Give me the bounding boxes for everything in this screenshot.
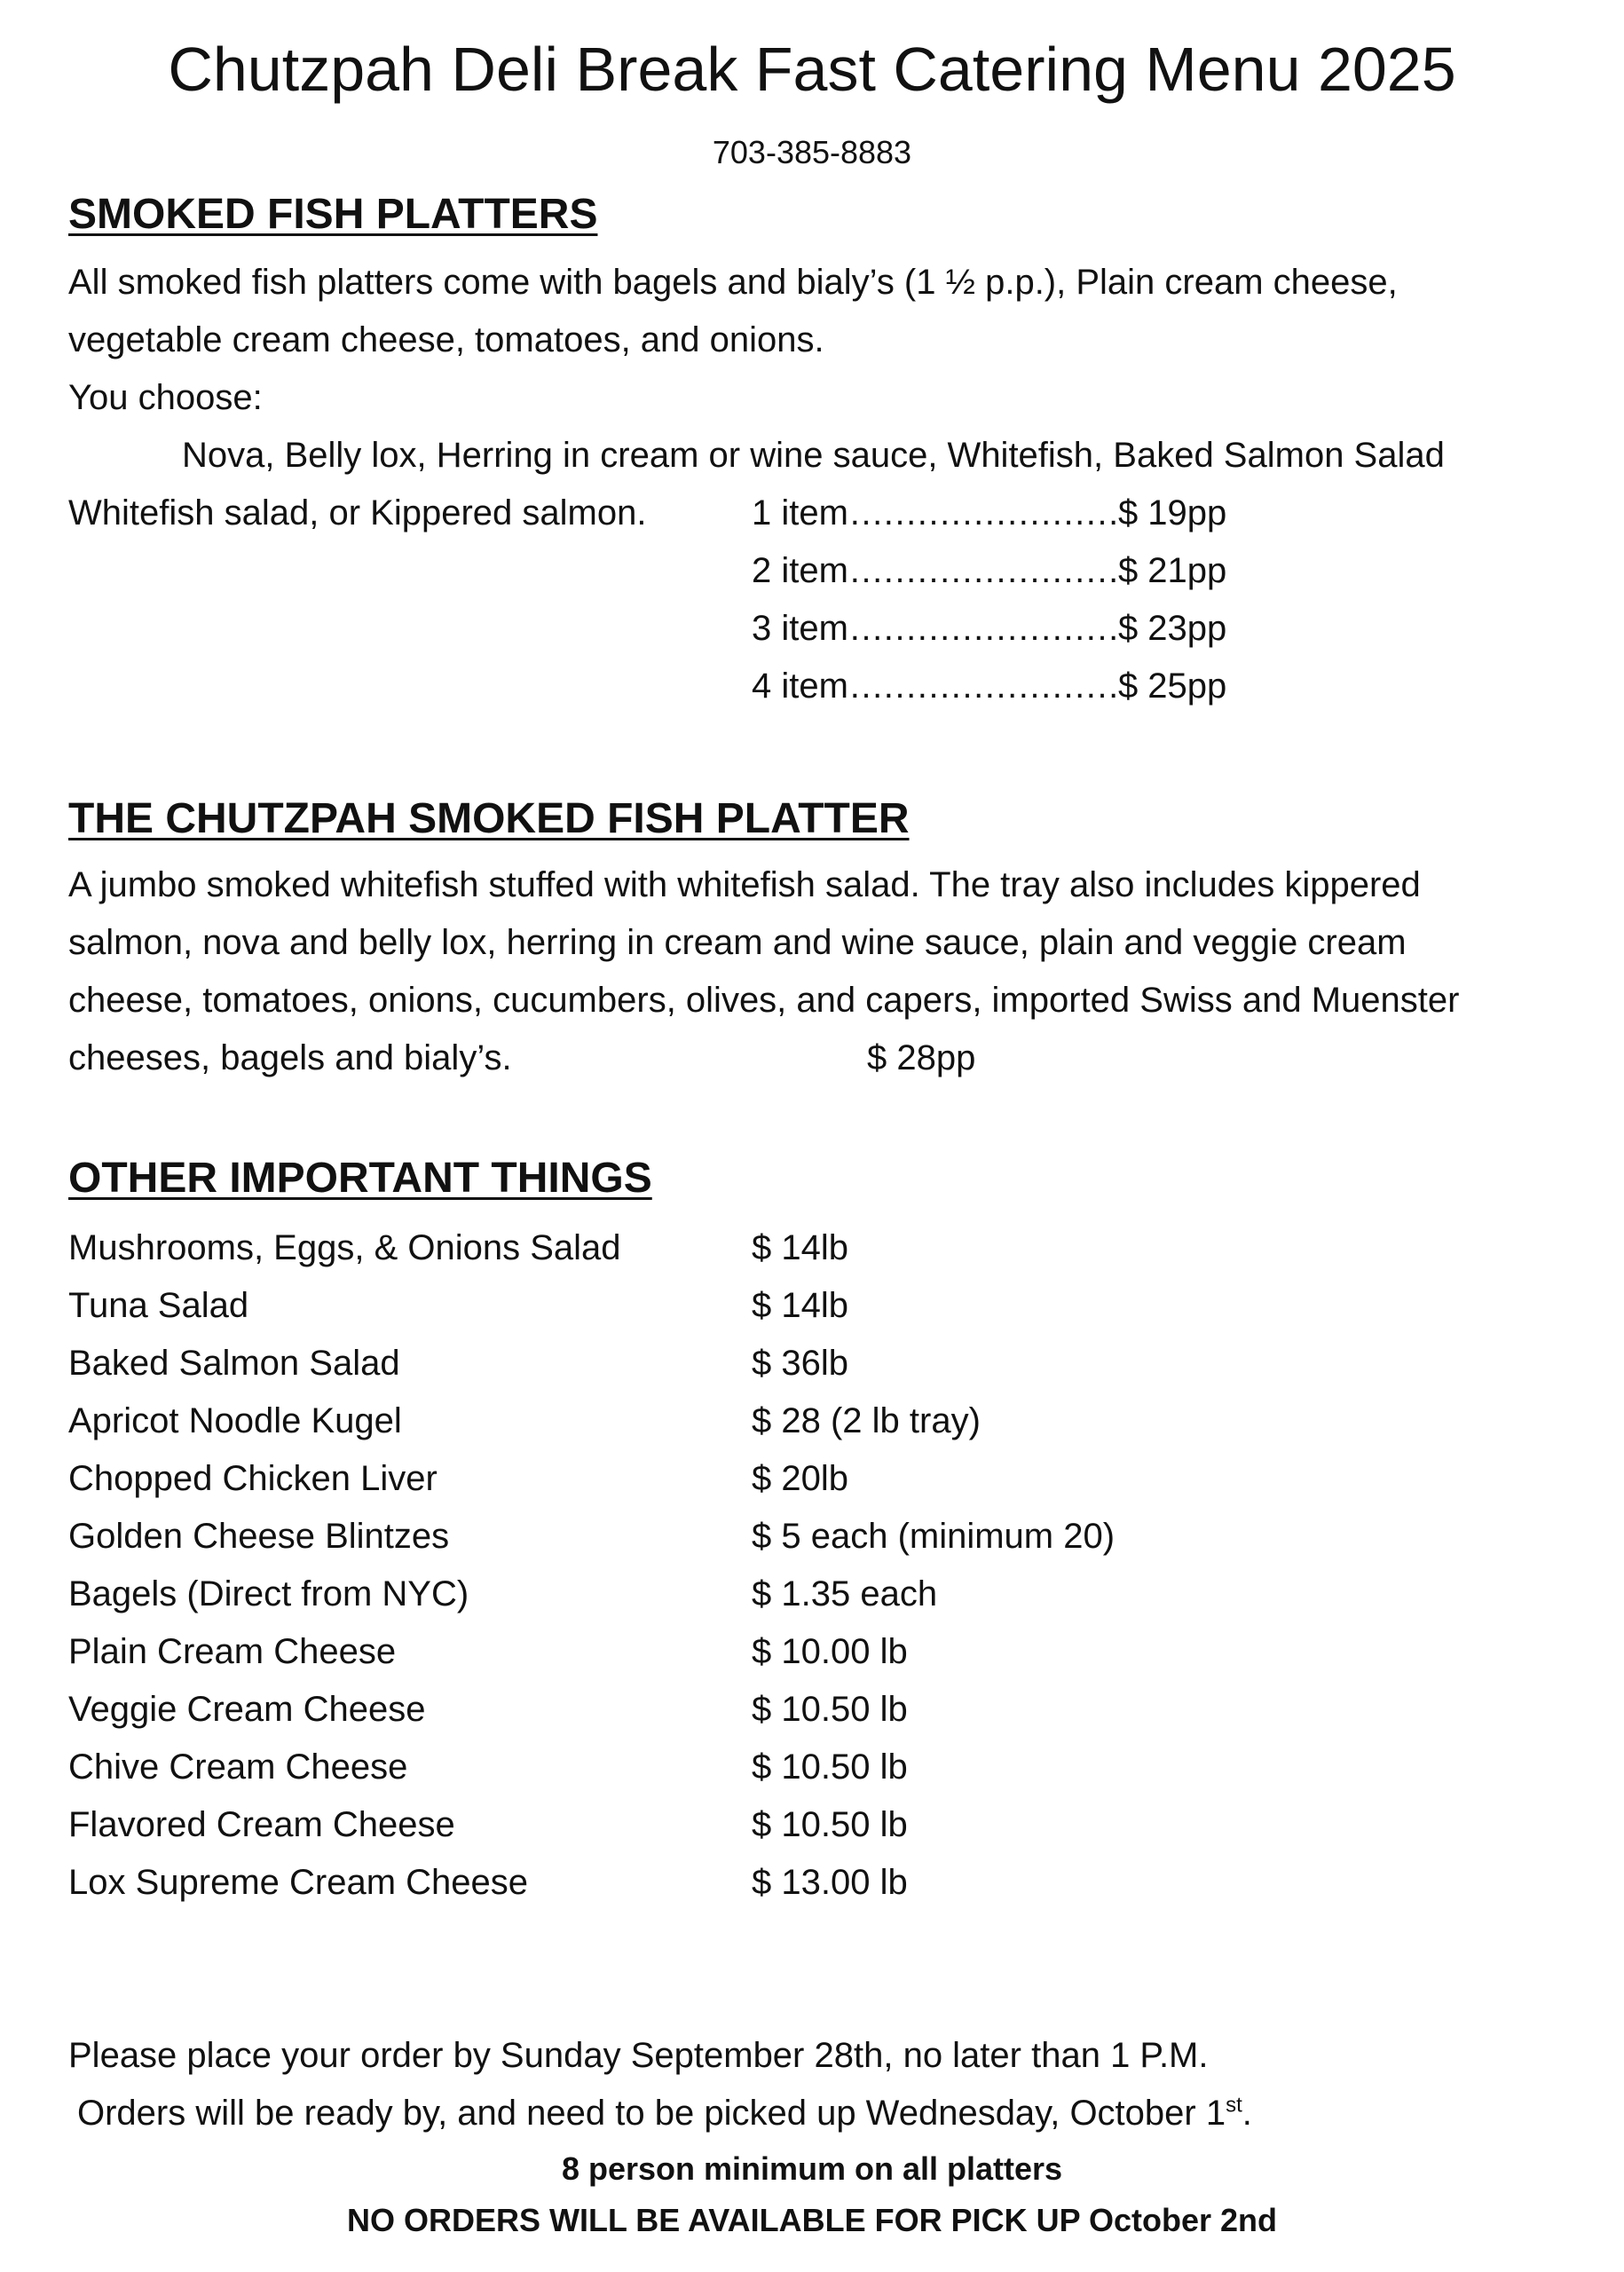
price-tier-leader: ……………………	[847, 493, 1118, 532]
other-item-name: Flavored Cream Cheese	[68, 1805, 455, 1844]
other-item-price: $ 10.50 lb	[752, 1805, 908, 1844]
other-item-name: Mushrooms, Eggs, & Onions Salad	[68, 1228, 621, 1267]
other-item-price: $ 14lb	[752, 1286, 848, 1325]
smoked-fish-options-line-1: Nova, Belly lox, Herring in cream or wine sauce, Whitefish, Baked Salmon Salad	[182, 436, 1445, 475]
price-tier-leader: ……………………	[847, 551, 1118, 590]
price-tier-row	[752, 548, 1226, 594]
order-deadline: Please place your order by Sunday September 28th, no later than 1 P.M.	[68, 2036, 1209, 2075]
other-item-name: Chive Cream Cheese	[68, 1747, 408, 1787]
smoked-fish-options-line-2: Whitefish salad, or Kippered salmon.	[68, 493, 647, 532]
pickup-date	[77, 2090, 1252, 2136]
other-item-name: Chopped Chicken Liver	[68, 1459, 438, 1498]
chutzpah-platter-desc-line-4: cheeses, bagels and bialy’s.	[68, 1038, 512, 1077]
other-item-name: Golden Cheese Blintzes	[68, 1517, 450, 1556]
other-item-price: $ 10.50 lb	[752, 1690, 908, 1729]
smoked-fish-desc-line-2: vegetable cream cheese, tomatoes, and onions.	[68, 320, 824, 359]
smoked-fish-heading: SMOKED FISH PLATTERS	[68, 191, 598, 238]
minimum-notice: 8 person minimum on all platters	[561, 2150, 1063, 2187]
pickup-date-text: Orders will be ready by, and need to be picked up Wednesday, October 1	[77, 2094, 1226, 2133]
other-item-name: Baked Salmon Salad	[68, 1344, 400, 1383]
phone-number: 703-385-8883	[712, 134, 912, 170]
price-tier-label: 4 item	[752, 667, 848, 706]
other-item-price: $ 28 (2 lb tray)	[752, 1401, 981, 1440]
other-item-price: $ 13.00 lb	[752, 1863, 908, 1902]
other-item-name: Lox Supreme Cream Cheese	[68, 1863, 529, 1902]
price-tier-leader: ……………………	[847, 609, 1118, 648]
other-item-name: Plain Cream Cheese	[68, 1632, 397, 1671]
chutzpah-platter-desc-line-2: salmon, nova and belly lox, herring in cream and wine sauce, plain and veggie cream	[68, 923, 1407, 962]
other-item-price: $ 5 each (minimum 20)	[752, 1517, 1116, 1556]
other-items-heading: OTHER IMPORTANT THINGS	[68, 1155, 652, 1202]
smoked-fish-desc-line-1: All smoked fish platters come with bagels and bialy’s (1 ½ p.p.), Plain cream cheese,	[68, 263, 1398, 302]
smoked-fish-choose-label: You choose:	[68, 378, 263, 417]
price-tier-label: 1 item	[752, 493, 848, 532]
chutzpah-platter-desc-line-1: A jumbo smoked whitefish stuffed with whitefish salad. The tray also includes kippered	[68, 865, 1421, 904]
other-item-price: $ 36lb	[752, 1344, 848, 1383]
pickup-date-ordinal: st	[1226, 2093, 1242, 2118]
price-tier-price: $ 19pp	[1117, 493, 1227, 532]
price-tier-price: $ 23pp	[1117, 609, 1227, 648]
price-tier-row	[752, 490, 1226, 536]
other-item-name: Tuna Salad	[68, 1286, 249, 1325]
price-tier-label: 2 item	[752, 551, 848, 590]
other-item-price: $ 1.35 each	[752, 1574, 938, 1613]
chutzpah-platter-price: $ 28pp	[867, 1038, 976, 1077]
price-tier-price: $ 25pp	[1117, 667, 1227, 706]
chutzpah-platter-desc-line-3: cheese, tomatoes, onions, cucumbers, olives, and capers, imported Swiss and Muenster	[68, 981, 1460, 1020]
other-item-name: Bagels (Direct from NYC)	[68, 1574, 469, 1613]
price-tier-row	[752, 605, 1226, 651]
chutzpah-platter-heading: THE CHUTZPAH SMOKED FISH PLATTER	[68, 795, 910, 842]
price-tier-label: 3 item	[752, 609, 848, 648]
no-orders-notice: NO ORDERS WILL BE AVAILABLE FOR PICK UP October 2nd	[346, 2202, 1278, 2238]
other-item-name: Veggie Cream Cheese	[68, 1690, 426, 1729]
price-tier-leader: ……………………	[847, 667, 1118, 706]
other-item-price: $ 14lb	[752, 1228, 848, 1267]
other-item-price: $ 10.50 lb	[752, 1747, 908, 1787]
price-tier-row	[752, 663, 1226, 709]
price-tier-price: $ 21pp	[1117, 551, 1227, 590]
pickup-date-period: .	[1242, 2094, 1252, 2133]
page-title: Chutzpah Deli Break Fast Catering Menu 2025	[168, 35, 1456, 104]
other-item-price: $ 20lb	[752, 1459, 848, 1498]
other-item-price: $ 10.00 lb	[752, 1632, 908, 1671]
other-item-name: Apricot Noodle Kugel	[68, 1401, 402, 1440]
